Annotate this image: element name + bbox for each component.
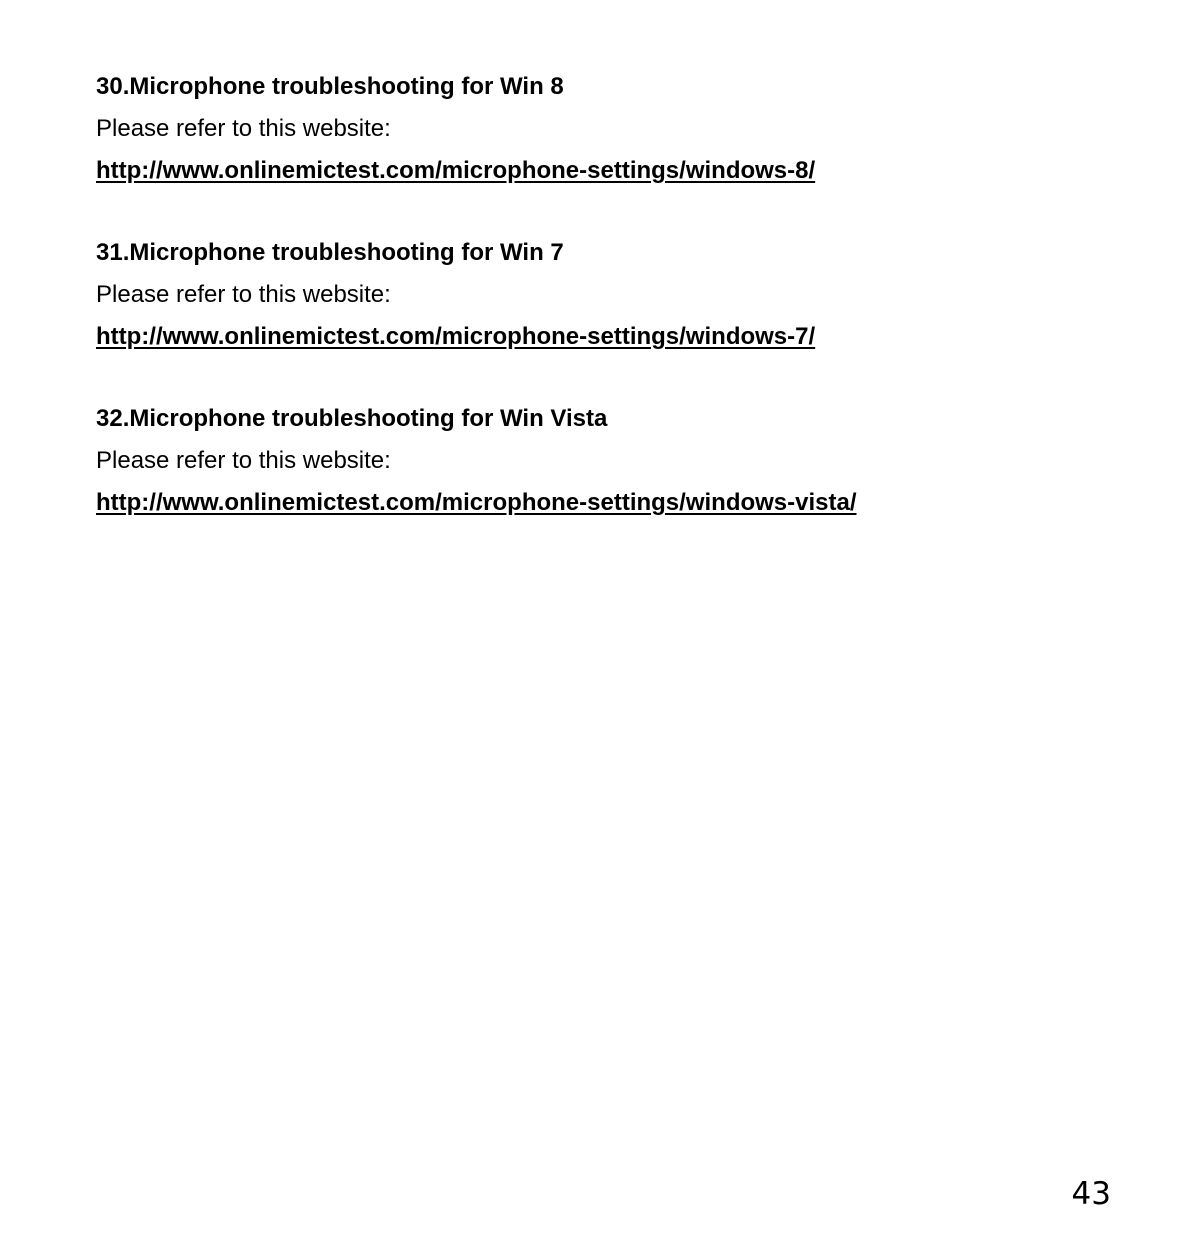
section-instruction: Please refer to this website:	[96, 447, 391, 474]
section-win-vista	[96, 398, 1096, 524]
section-instruction: Please refer to this website:	[96, 115, 391, 142]
section-title: 32.Microphone troubleshooting for Win Vista	[96, 405, 608, 432]
section-instruction: Please refer to this website:	[96, 281, 391, 308]
section-title: 31.Microphone troubleshooting for Win 7	[96, 239, 564, 266]
website-link[interactable]: http://www.onlinemictest.com/microphone-settings/windows-7/	[96, 323, 816, 350]
website-link[interactable]: http://www.onlinemictest.com/microphone-settings/windows-vista/	[96, 489, 857, 516]
section-win-8	[96, 66, 1096, 192]
section-win-7	[96, 232, 1096, 358]
section-title: 30.Microphone troubleshooting for Win 8	[96, 73, 564, 100]
document-content	[96, 66, 1096, 564]
website-link[interactable]: http://www.onlinemictest.com/microphone-settings/windows-8/	[96, 157, 816, 184]
page-number: 43	[1071, 1176, 1111, 1212]
